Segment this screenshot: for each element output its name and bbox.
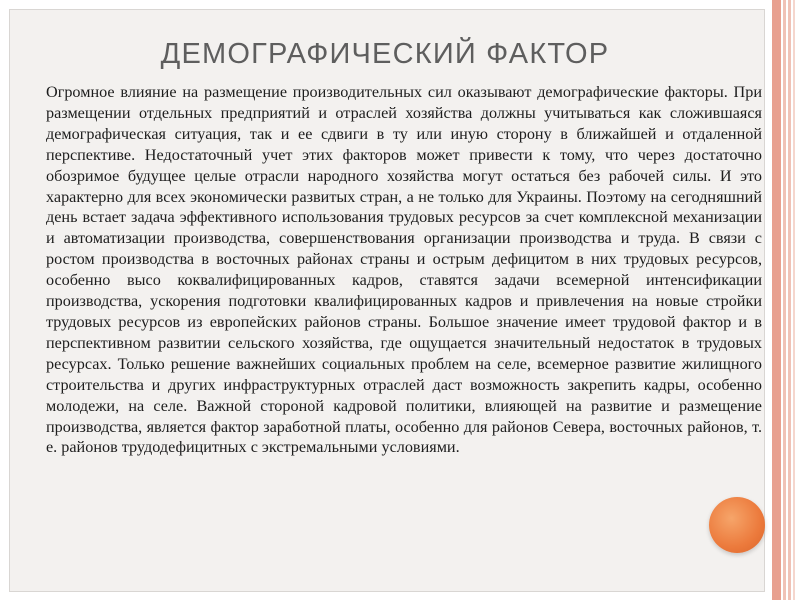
decorative-stripe [788, 0, 791, 600]
decorative-orange-circle [709, 497, 765, 553]
decorative-stripe [783, 0, 786, 600]
content-frame [9, 9, 765, 592]
slide-body-text: Огромное влияние на размещение производительных сил оказывают демографические факторы. При размещении отдельных предприятий и отраслей хозяйства должны учитываться как сложившаяся демографическая ситуация, так и ее сдвиги в ту или иную сторону в ближайшей и отдаленной перспективе. Недостаточный учет этих факторов может привести к тому, что через достаточно обозримое будущее целые отрасли народного хозяйства могут остаться без рабочей силы. И это характерно для всех экономически развитых стран, а не только для Украины. Поэтому на сегодняшний день встает задача эффективного использования трудовых ресурсов за счет комплексной механизации и автоматизации производства, совершенствования организации производства и труда. В связи с ростом производства в восточных районах страны и острым дефицитом в них трудовых ресурсов, особенно высо коквалифицированных кадров, ставятся задачи всемерной интенсификации производства, ускорения подготовки квалифицированных кадров и привлечения на новые стройки трудовых ресурсов из европейских районов страны. Большое значение имеет трудовой фактор и в перспективном развитии сельского хозяйства, где ощущается значительный недостаток в трудовых ресурсах. Только решение важнейших социальных проблем на селе, всемерное развитие жилищного строительства и других инфраструктурных отраслей даст возможность закрепить кадры, особенно молодежи, на селе. Важной стороной кадровой политики, влияющей на развитие и размещение производства, является фактор заработной платы, особенно для районов Севера, восточных районов, т. е. районов трудодефицитных с экстремальными условиями. [46, 83, 762, 457]
decorative-stripe [793, 0, 795, 600]
slide-title: ДЕМОГРАФИЧЕСКИЙ ФАКТОР [160, 38, 610, 70]
decorative-stripe [772, 0, 781, 600]
